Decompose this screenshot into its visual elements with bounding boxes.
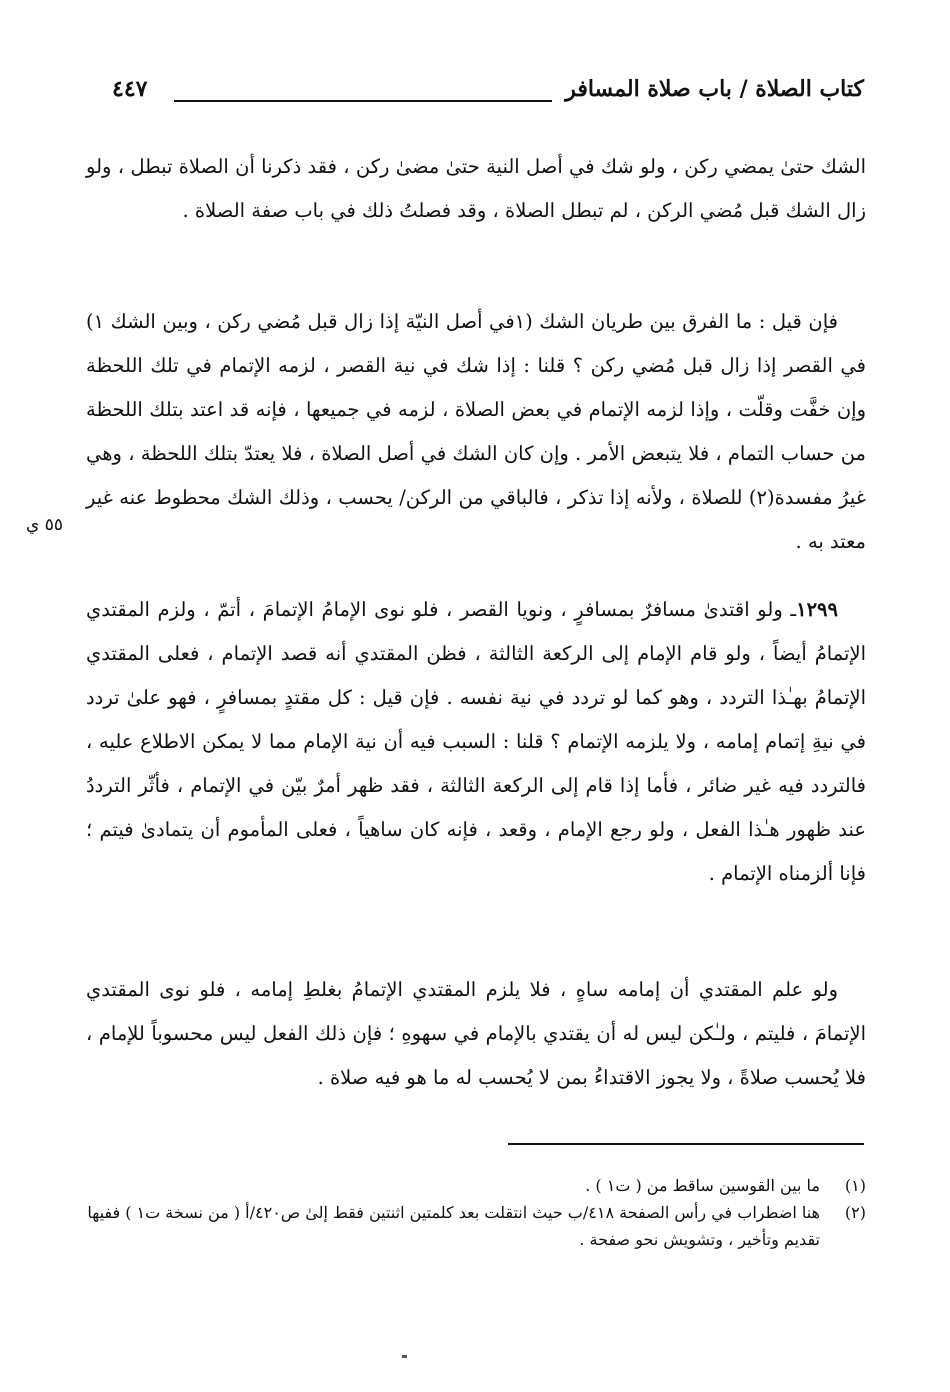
footnote-1-text: ما بين القوسين ساقط من ( ت١ ) .	[585, 1176, 820, 1195]
manuscript-folio-note: ٥٥ ي	[26, 515, 63, 535]
header-rule	[174, 100, 552, 102]
footnote-1-mark: (١)	[844, 1176, 866, 1195]
scan-speck	[402, 1355, 407, 1358]
paragraph-1: الشك حتىٰ يمضي ركن ، ولو شك في أصل النية حتىٰ مضىٰ ركن ، فقد ذكرنا أن الصلاة تبطل ، ولو زال الشك قبل مُضي الركن ، لم تبطل الصلاة ، وقد فصلتُ ذلك في باب صفة الصلاة .	[86, 154, 866, 222]
footnote-1	[86, 1172, 866, 1199]
footnote-2-text: هنا اضطراب في رأس الصفحة ٤١٨/ب حيث انتقلت بعد كلمتين اثنتين فقط إلىٰ ص٤٢٠/أ ( من نسخة ت١ ) ففيها تقديم وتأخير ، وتشويش نحو صفحة .	[87, 1203, 820, 1249]
header-title: كتاب الصلاة / باب صلاة المسافر	[565, 76, 864, 102]
running-header	[112, 76, 864, 116]
footnote-separator	[508, 1143, 864, 1145]
footnote-2	[86, 1199, 866, 1253]
footnotes	[86, 1172, 866, 1253]
issue-number: ١٢٩٩	[796, 597, 838, 621]
paragraph-4: ولو علم المقتدي أن إمامه ساهٍ ، فلا يلزم المقتدي الإتمامُ بغلطِ إمامه ، فلو نوى المقتدي الإتمامَ ، فليتم ، ولـٰكن ليس له أن يقتدي بالإمام في سهوهِ ؛ فإن ذلك الفعل ليس محسوباً للإمام ، فلا يُحسب صلاةً ، ولا يجوز الاقتداءُ بمن لا يُحسب له ما هو فيه صلاة .	[86, 977, 866, 1089]
paragraph-2: فإن قيل : ما الفرق بين طريان الشك (١في أصل النيّة إذا زال قبل مُضي ركن ، وبين الشك ١) في القصر إذا زال قبل مُضي ركن ؟ قلنا : إذا شك في نية القصر ، لزمه الإتمام في تلك اللحظة وإن خفَّت وقلّت ، وإذا لزمه الإتمام في بعض الصلاة ، لزمه في جميعها ، فإنه قد اعتد بتلك اللحظة من حساب التمام ، فلا يتبعض الأمر . وإن كان الشك في أصل الصلاة ، فلا يعتدّ بتلك اللحظة ، وهي غيرُ مفسدة(٢) للصلاة ، ولأنه إذا تذكر ، فالباقي من الركن/ يحسب ، وذلك الشك محطوط عنه غير معتد به .	[86, 309, 866, 553]
paragraph-3: ١٢٩٩ـ ولو اقتدىٰ مسافرٌ بمسافرٍ ، ونويا القصر ، فلو نوى الإمامُ الإتمامَ ، أتمّ ، ولزم المقتدي الإتمامُ أيضاً ، ولو قام الإمام إلى الركعة الثالثة ، فظن المقتدي أنه قصد الإتمام ، فعلى المقتدي الإتمامُ بهـٰذا التردد ، وهو كما لو تردد في نية نفسه . فإن قيل : كل مقتدٍ بمسافرٍ ، فهو علىٰ تردد في نيةِ إتمام إمامه ، ولا يلزمه الإتمام ؟ قلنا : السبب فيه أن نية الإمام مما لا يمكن الاطلاع عليه ، فالتردد فيه غير ضائر ، فأما إذا قام إلى الركعة الثالثة ، فقد ظهر أمرٌ بيّن في الإتمام ، فأثّر الترددُ عند ظهور هـٰذا الفعل ، ولو رجع الإمام ، وقعد ، فإنه كان ساهياً ، فعلى المأموم أن يتمادىٰ فيتم ؛ فإنا ألزمناه الإتمام .	[86, 597, 866, 885]
paragraph-3-text: ولو اقتدىٰ مسافرٌ بمسافرٍ ، ونويا القصر ، فلو نوى الإمامُ الإتمامَ ، أتمّ ، ولزم المقتدي الإتمامُ أيضاً ، ولو قام الإمام إلى الركعة الثالثة ، فظن المقتدي أنه قصد الإتمام ، فعلى المقتدي الإتمامُ بهـٰذا التردد ، وهو كما لو تردد في نية نفسه . فإن قيل : كل مقتدٍ بمسافرٍ ، فهو علىٰ تردد في نيةِ إتمام إمامه ، ولا يلزمه الإتمام ؟ قلنا : السبب فيه أن نية الإمام مما لا يمكن الاطلاع عليه ، فالتردد فيه غير ضائر ، فأما إذا قام إلى الركعة الثالثة ، فقد ظهر أمرٌ بيّن في الإتمام ، فأثّر الترددُ عند ظهور هـٰذا الفعل ، ولو رجع الإمام ، وقعد ، فإنه كان ساهياً ، فعلى المأموم أن يتمادىٰ فيتم ؛ فإنا ألزمناه الإتمام .	[86, 597, 866, 885]
footnote-2-mark: (٢)	[844, 1203, 866, 1222]
page-number: ٤٤٧	[112, 76, 148, 102]
